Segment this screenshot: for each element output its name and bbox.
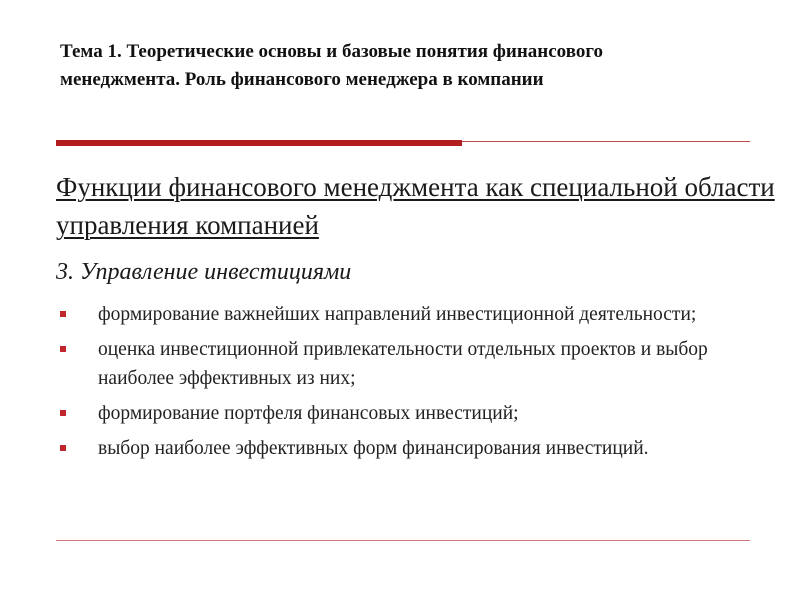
square-bullet-icon — [60, 410, 66, 416]
slide-title: Тема 1. Теоретические основы и базовые понятия финансового менеджмента. Роль финансового менеджера в компании — [60, 41, 603, 90]
bullet-list — [58, 300, 738, 469]
title-divider-thin — [462, 141, 750, 142]
section-subheading: 3. Управление инвестициями — [56, 259, 352, 285]
list-item — [58, 399, 738, 428]
footer-divider — [56, 540, 750, 541]
list-item-text: оценка инвестиционной привлекательности отдельных проектов и выбор наиболее эффективных из них; — [98, 339, 708, 389]
list-item-text: выбор наиболее эффективных форм финансирования инвестиций. — [98, 438, 649, 459]
square-bullet-icon — [60, 346, 66, 352]
list-item — [58, 434, 738, 463]
list-item-text: формирование важнейших направлений инвестиционной деятельности; — [98, 304, 697, 325]
list-item — [58, 300, 738, 329]
square-bullet-icon — [60, 311, 66, 317]
list-item-text: формирование портфеля финансовых инвестиций; — [98, 403, 519, 424]
list-item — [58, 335, 738, 393]
title-divider-thick — [56, 140, 462, 146]
square-bullet-icon — [60, 445, 66, 451]
section-heading: Функции финансового менеджмента как специальной области управления компанией — [56, 172, 775, 240]
